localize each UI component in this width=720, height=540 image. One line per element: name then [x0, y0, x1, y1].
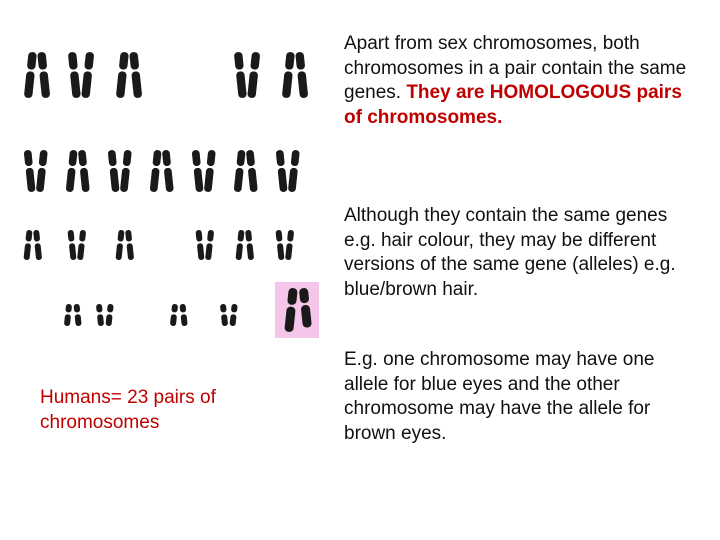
sex-chromosome-highlight	[275, 282, 319, 338]
chromosome-pair	[116, 52, 143, 99]
karyotype-image	[18, 40, 328, 340]
humans-caption: Humans= 23 pairs of chromosomes	[40, 387, 216, 433]
chromosome-pair	[220, 304, 238, 327]
alleles-paragraph: Although they contain the same genes e.g. hair colour, they may be different versions of the same gene (alleles) e.g. blue/brown hair.	[344, 205, 676, 300]
chromosome-pair	[23, 230, 42, 260]
chromosome-pair	[64, 304, 82, 327]
chromosome-pair	[67, 230, 86, 260]
chromosome-pair	[108, 150, 132, 193]
chromosome-layer	[23, 52, 311, 333]
chromosome-pair	[234, 150, 258, 193]
chromosome-pair	[68, 52, 95, 99]
chromosome-pair	[192, 150, 216, 193]
chromosome-pair	[282, 52, 309, 99]
homologous-lead-text: Apart from sex chromosomes, both chromosomes in a pair contain the same genes.	[344, 33, 687, 103]
chromosome-pair	[96, 304, 114, 327]
chromosome-pair	[234, 52, 261, 99]
chromosome-pair	[24, 52, 51, 99]
chromosome-pair	[275, 230, 294, 260]
homologous-emphasis-text: They are HOMOLOGOUS pairs of chromosomes.	[344, 82, 682, 128]
chromosome-pair	[115, 230, 134, 260]
chromosome-pair	[235, 230, 254, 260]
homologous-paragraph	[344, 32, 704, 130]
chromosome-pair	[276, 150, 300, 193]
chromosome-pair	[24, 150, 48, 193]
chromosome-pair	[170, 304, 188, 327]
example-paragraph: E.g. one chromosome may have one allele for blue eyes and the other chromosome may have the allele for brown eyes.	[344, 349, 655, 444]
chromosome-pair	[150, 150, 174, 193]
chromosome-pair	[66, 150, 90, 193]
chromosome-pair	[195, 230, 214, 260]
